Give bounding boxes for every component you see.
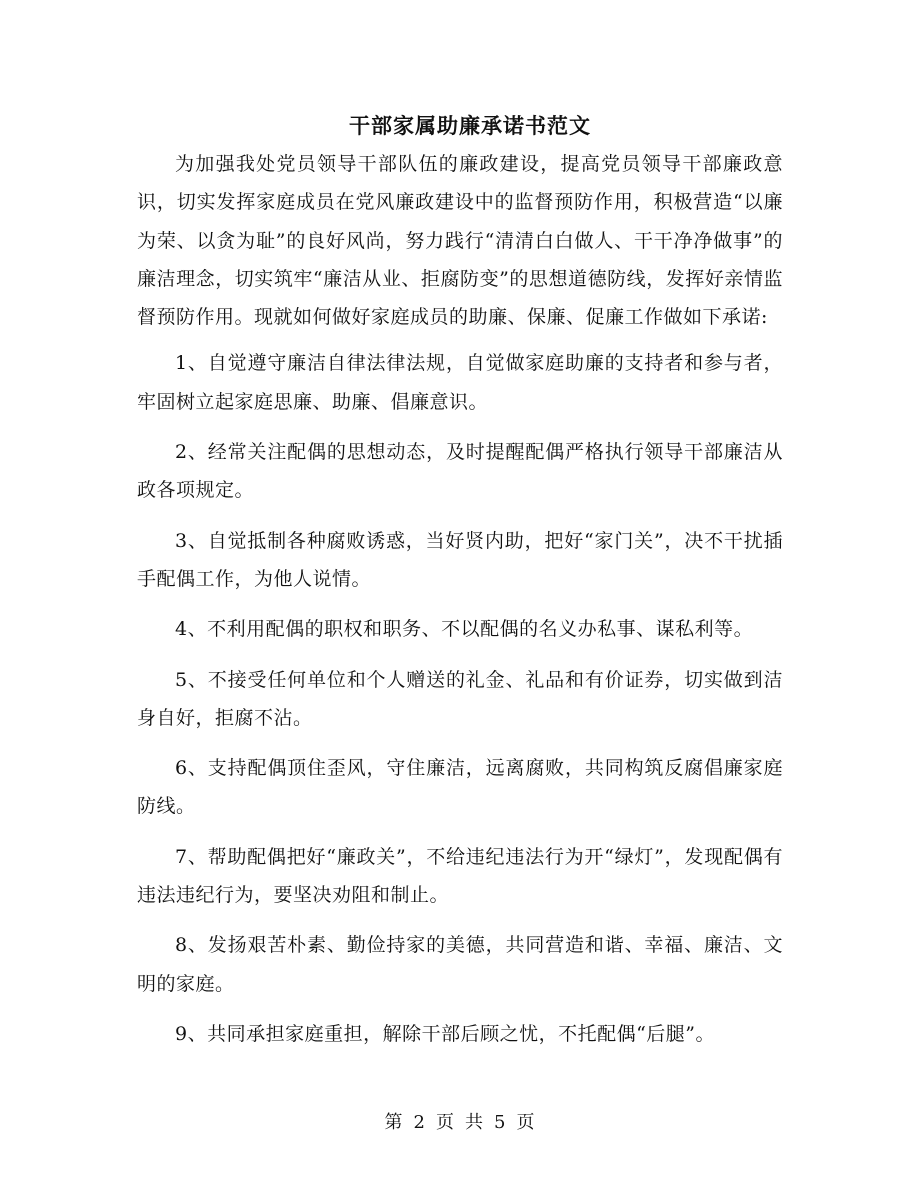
total-unit: 页 [516,1112,536,1133]
commitment-item: 7、帮助配偶把好“廉政关”，不给违纪违法行为开“绿灯”，发现配偶有违法违纪行为，要坚决劝阻和制止。 [137,845,783,907]
commitment-item: 1、自觉遵守廉洁自律法律法规，自觉做家庭助廉的支持者和参与者，牢固树立起家庭思廉、助廉、倡廉意识。 [137,352,783,413]
commitment-item: 4、不利用配偶的职权和职务、不以配偶的名义办私事、谋私利等。 [175,618,754,641]
commitment-item: 3、自觉抵制各种腐败诱惑，当好贤内助，把好“家门关”，决不干扰插手配偶工作，为他人说情。 [137,529,783,590]
commitment-list [137,344,783,1053]
page-number: 2 [413,1112,426,1133]
total-pages: 5 [494,1112,507,1133]
document-title: 干部家属助廉承诺书范文 [349,113,591,138]
commitment-item: 5、不接受任何单位和个人赠送的礼金、礼品和有价证券，切实做到洁身自好，拒腐不沾。 [137,668,783,729]
total-label: 共 [465,1112,484,1133]
commitment-item: 9、共同承担家庭重担，解除干部后顾之忧，不托配偶“后腿”。 [175,1022,716,1045]
document-page [137,108,783,1065]
commitment-item: 6、支持配偶顶住歪风，守住廉洁，远离腐败，共同构筑反腐倡廉家庭防线。 [137,757,783,818]
page-unit: 页 [436,1112,455,1133]
page-label: 第 [384,1112,404,1133]
commitment-item: 8、发扬艰苦朴素、勤俭持家的美德，共同营造和谐、幸福、廉洁、文明的家庭。 [137,934,783,995]
intro-paragraph: 为加强我处党员领导干部队伍的廉政建设，提高党员领导干部廉政意识，切实发挥家庭成员在党风廉政建设中的监督预防作用，积极营造“以廉为荣、以贪为耻”的良好风尚，努力践行“清清白白做人、干干净净做事”的廉洁理念，切实筑牢“廉洁从业、拒腐防变”的思想道德防线，发挥好亲情监督预防作用。现就如何做好家庭成员的助廉、保廉、促廉工作做如下承诺: [137,153,783,329]
commitment-item: 2、经常关注配偶的思想动态，及时提醒配偶严格执行领导干部廉洁从政各项规定。 [137,441,783,502]
page-footer [0,1111,920,1135]
